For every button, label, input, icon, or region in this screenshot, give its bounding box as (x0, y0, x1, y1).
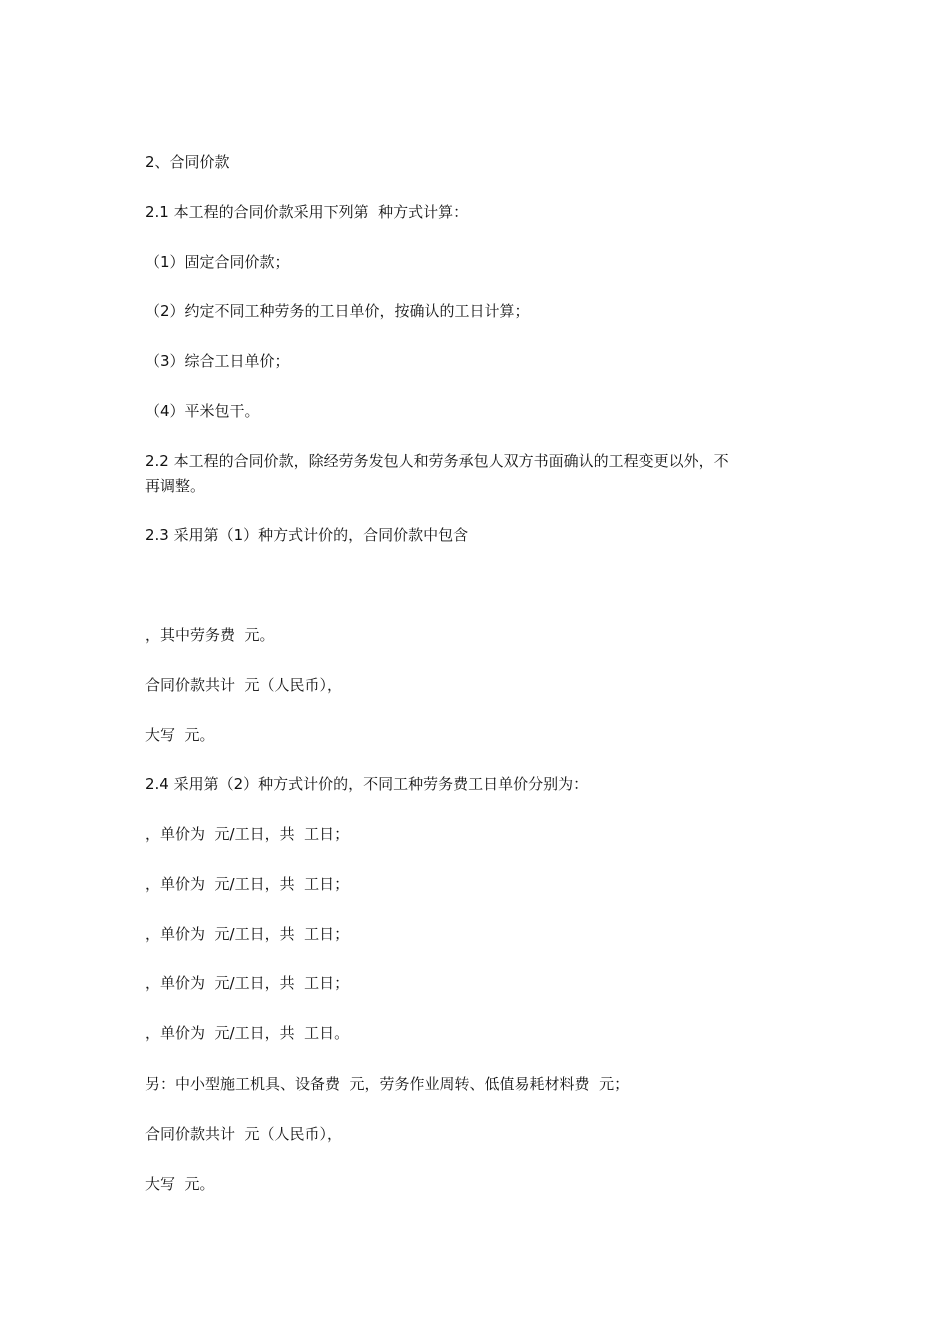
rate-line: ，单价为 元/工日，共 工日； (145, 925, 350, 943)
capital-amount-line-2: 大写 元。 (145, 1175, 215, 1193)
clause-2-3: 2.3 采用第（1）种方式计价的，合同价款中包含 (145, 526, 469, 544)
section-heading: 2、合同价款 (145, 153, 230, 171)
option-4: （4）平米包干。 (145, 402, 260, 420)
rate-line: ，单价为 元/工日，共 工日； (145, 875, 350, 893)
labor-fee-line: ，其中劳务费 元。 (145, 626, 275, 644)
total-price-line-2: 合同价款共计 元（人民币）， (145, 1125, 343, 1143)
rate-line: ，单价为 元/工日，共 工日。 (145, 1024, 350, 1042)
clause-2-2-line2: 再调整。 (145, 477, 206, 495)
clause-2-2-line1: 2.2 本工程的合同价款，除经劳务发包人和劳务承包人双方书面确认的工程变更以外，不 (145, 452, 729, 470)
clause-2-1: 2.1 本工程的合同价款采用下列第 种方式计算： (145, 203, 469, 221)
total-price-line: 合同价款共计 元（人民币）， (145, 676, 343, 694)
rate-line: ，单价为 元/工日，共 工日； (145, 974, 350, 992)
clause-2-4: 2.4 采用第（2）种方式计价的，不同工种劳务费工日单价分别为： (145, 775, 589, 793)
capital-amount-line: 大写 元。 (145, 726, 215, 744)
option-3: （3）综合工日单价； (145, 352, 290, 370)
rate-line: ，单价为 元/工日，共 工日； (145, 825, 350, 843)
option-2: （2）约定不同工种劳务的工日单价，按确认的工日计算； (145, 302, 530, 320)
extra-fees-line: 另：中小型施工机具、设备费 元，劳务作业周转、低值易耗材料费 元； (145, 1075, 630, 1093)
option-1: （1）固定合同价款； (145, 253, 290, 271)
